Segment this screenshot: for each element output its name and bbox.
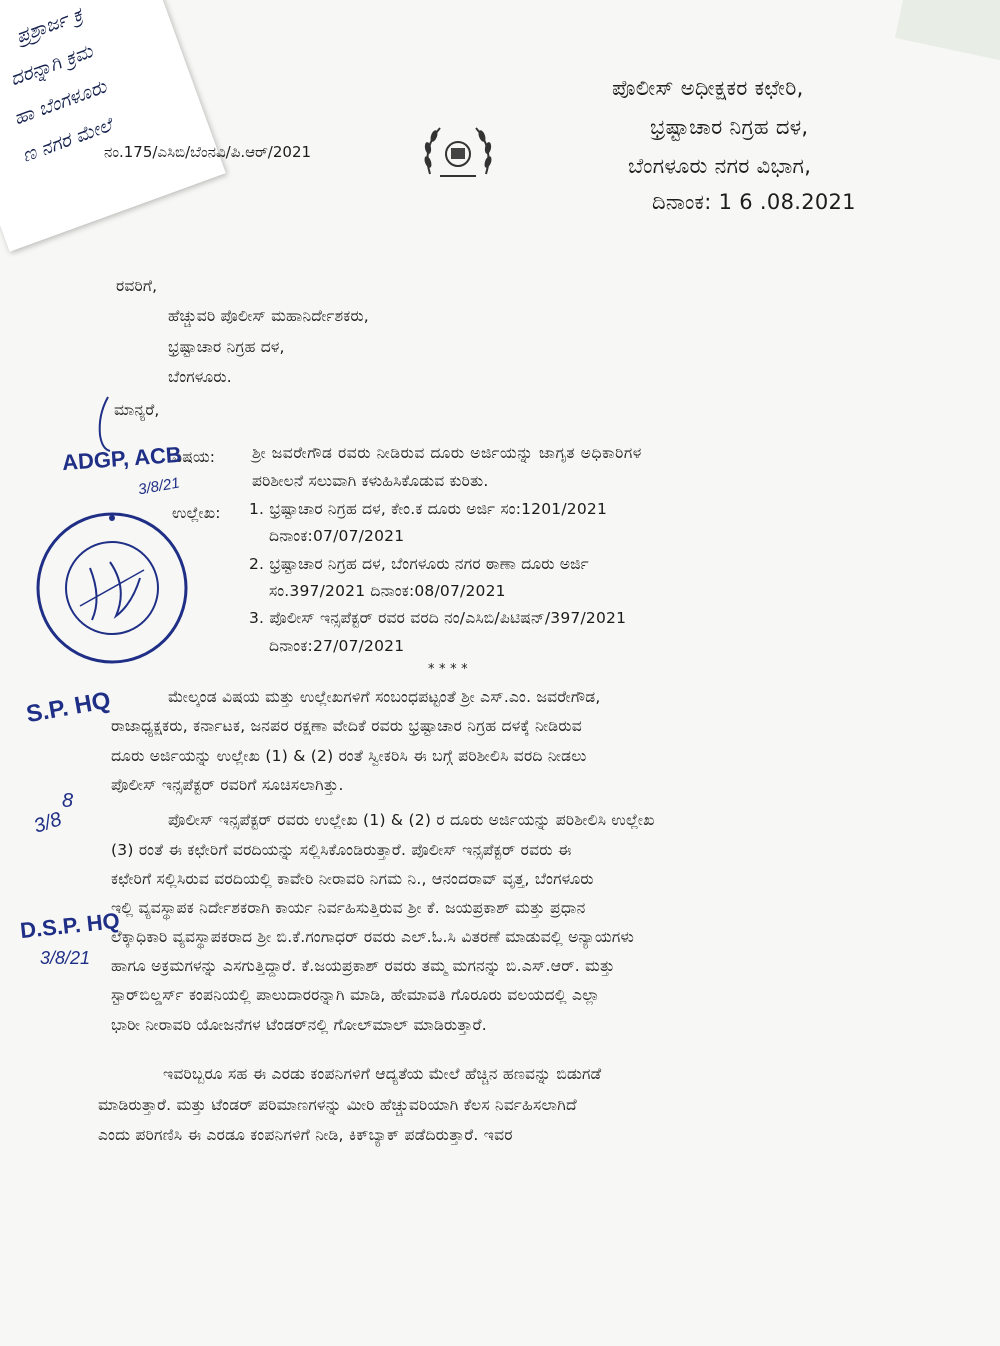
body-line: (3) ರಂತೆ ಈ ಕಛೇರಿಗೆ ವರದಿಯನ್ನು ಸಲ್ಲಿಸಿಕೊಂಡಿರುತ್ತಾರೆ. ಪೊಲೀಸ್ ಇನ್ಸಪೆಕ್ಟರ್ ರವರು ಈ: [111, 841, 572, 859]
body-line: ಲೆಕ್ಕಾಧಿಕಾರಿ ವ್ಯವಸ್ಥಾಪಕರಾದ ಶ್ರೀ ಬಿ.ಕೆ.ಗಂಗಾಧರ್ ರವರು ಎಲ್.ಓ.ಸಿ ವಿತರಣೆ ಮಾಡುವಲ್ಲಿ ಅನ್ಯಾಯಗಳು: [111, 928, 635, 946]
body-line: ದೂರು ಅರ್ಜಿಯನ್ನು ಉಲ್ಲೇಖ (1) & (2) ರಂತೆ ಸ್ವೀಕರಿಸಿ ಈ ಬಗ್ಗೆ ಪರಿಶೀಲಿಸಿ ವರದಿ ನೀಡಲು: [111, 747, 587, 765]
slip-line: ಹಾ ಬೆಂಗಳೂರು: [10, 75, 110, 130]
reference-label: ಉಲ್ಲೇಖ:: [172, 504, 221, 522]
addressee-line-1: ಹೆಚ್ಚುವರಿ ಪೊಲೀಸ್ ಮಹಾನಿರ್ದೇಶಕರು,: [168, 307, 369, 325]
reference-item-2-detail: ಸಂ.397/2021 ದಿನಾಂಕ:08/07/2021: [269, 582, 506, 600]
office-seal-stamp: [32, 508, 192, 668]
addressee-line-3: ಬೆಂಗಳೂರು.: [168, 368, 232, 386]
slip-line: ದರನ್ನಾಗಿ ಕ್ರಮ: [7, 40, 96, 91]
emblem-icon: [418, 118, 498, 184]
handwritten-dsp-note: 3/8/21: [40, 948, 91, 968]
to-label: ರವರಿಗೆ,: [116, 277, 158, 295]
body-line: ಸ್ಟಾರ್‌ಬಿಲ್ಡರ್ಸ್ ಕಂಪನಿಯಲ್ಲಿ ಪಾಲುದಾರರನ್ನಾಗಿ ಮಾಡಿ, ಹೇಮಾವತಿ ಗೊರೂರು ವಲಯದಲ್ಲಿ ಎಲ್ಲಾ: [111, 986, 600, 1004]
body-line: ರಾಜಾಧ್ಯಕ್ಷಕರು, ಕರ್ನಾಟಕ, ಜನಪರ ರಕ್ಷಣಾ ವೇದಿಕೆ ರವರು ಭ್ರಷ್ಟಾಚಾರ ನಿಗ್ರಹ ದಳಕ್ಕೆ ನೀಡಿರುವ: [111, 717, 582, 735]
office-line-3: ಬೆಂಗಳೂರು ನಗರ ವಿಭಾಗ,: [628, 154, 812, 178]
reference-item-1: 1. ಭ್ರಷ್ಟಾಚಾರ ನಿಗ್ರಹ ದಳ, ಕೇಂ.ಕ ದೂರು ಅರ್ಜಿ ಸಂ:1201/2021: [249, 500, 608, 518]
body-line: ಇವರಿಬ್ಬರೂ ಸಹ ಈ ಎರಡು ಕಂಪನಿಗಳಿಗೆ ಆದ್ಯತೆಯ ಮೇಲೆ ಹೆಚ್ಚಿನ ಹಣವನ್ನು ಬಿಡುಗಡೆ: [163, 1065, 602, 1083]
subject-label: ವಿಷಯ:: [172, 448, 216, 466]
body-line: ಪೊಲೀಸ್ ಇನ್ಸಪೆಕ್ಟರ್ ರವರಿಗೆ ಸೂಚಿಸಲಾಗಿತ್ತು.: [111, 776, 344, 794]
reference-item-2: 2. ಭ್ರಷ್ಟಾಚಾರ ನಿಗ್ರಹ ದಳ, ಬೆಂಗಳೂರು ನಗರ ಠಾಣಾ ದೂರು ಅರ್ಜಿ: [249, 555, 589, 573]
body-line: ಮೇಲ್ಕಂಡ ವಿಷಯ ಮತ್ತು ಉಲ್ಲೇಖಗಳಿಗೆ ಸಂಬಂಧಪಟ್ಟಂತೆ ಶ್ರೀ ಎಸ್.ಎಂ. ಜವರೇಗೌಡ,: [168, 688, 601, 706]
separator-stars: * * * *: [428, 662, 468, 677]
body-line: ಭಾರೀ ನೀರಾವರಿ ಯೋಜನೆಗಳ ಟೆಂಡರ್‌ನಲ್ಲಿ ಗೋಲ್‌ಮಾಲ್ ಮಾಡಿರುತ್ತಾರೆ.: [111, 1016, 487, 1034]
reference-item-3: 3. ಪೊಲೀಸ್ ಇನ್ಸಪೆಕ್ಟರ್ ರವರ ವರದಿ ನಂ/ಎಸಿಬಿ/ಪಿಟಿಷನ್/397/2021: [249, 609, 627, 627]
body-line: ಕಛೇರಿಗೆ ಸಲ್ಲಿಸಿರುವ ವರದಿಯಲ್ಲಿ ಕಾವೇರಿ ನೀರಾವರಿ ನಿಗಮ ನಿ., ಆನಂದರಾವ್ ವೃತ್ತ, ಬೆಂಗಳೂರು: [111, 870, 594, 888]
office-line-2: ಭ್ರಷ್ಟಾಚಾರ ನಿಗ್ರಹ ದಳ,: [650, 115, 809, 139]
page-corner-shadow: [895, 0, 1000, 61]
body-line: ಇಲ್ಲಿ ವ್ಯವಸ್ಥಾಪಕ ನಿರ್ದೇಶಕರಾಗಿ ಕಾರ್ಯ ನಿರ್ವಹಿಸುತ್ತಿರುವ ಶ್ರೀ ಕೆ. ಜಯಪ್ರಕಾಶ್ ಮತ್ತು ಪ್ರಧಾನ: [111, 899, 586, 917]
handwritten-adgp-acb: ADGP, ACB: [61, 441, 183, 476]
letter-date: ದಿನಾಂಕ: 1 6 .08.2021: [652, 190, 856, 214]
subject-line-1: ಶ್ರೀ ಜವರೇಗೌಡ ರವರು ನೀಡಿರುವ ದೂರು ಅರ್ಜಿಯನ್ನು ಜಾಗೃತ ಅಧಿಕಾರಿಗಳ: [252, 444, 642, 462]
handwritten-dsp-hq: D.S.P. HQ: [18, 907, 121, 944]
signature-mark-icon: [80, 395, 120, 455]
reference-item-3-date: ದಿನಾಂಕ:27/07/2021: [269, 637, 405, 655]
slip-line: ಣ ನಗರ ಮೇಲೆ: [19, 114, 115, 167]
handwritten-sp-note-top: 8: [62, 790, 74, 812]
greeting: ಮಾನ್ಯರೆ,: [114, 401, 160, 419]
reference-number: ನಂ.175/ಎಸಿಬಿ/ಬೆಂನವಿ/ಪಿ.ಆರ್/2021: [104, 143, 312, 161]
body-line: ಹಾಗೂ ಅಕ್ರಮಗಳನ್ನು ಎಸಗುತ್ತಿದ್ದಾರೆ. ಕೆ.ಜಯಪ್ರಕಾಶ್ ರವರು ತಮ್ಮ ಮಗನನ್ನು ಬಿ.ಎಸ್.ಆರ್. ಮತ್ತು: [111, 957, 615, 975]
body-line: ಎಂದು ಪರಿಗಣಿಸಿ ಈ ಎರಡೂ ಕಂಪನಿಗಳಿಗೆ ನೀಡಿ, ಕಿಕ್‌ಬ್ಯಾಕ್ ಪಡೆದಿರುತ್ತಾರೆ. ಇವರ: [98, 1126, 513, 1144]
handwritten-adgp-note: 3/8/21: [136, 474, 181, 499]
body-line: ಪೊಲೀಸ್ ಇನ್ಸಪೆಕ್ಟರ್ ರವರು ಉಲ್ಲೇಖ (1) & (2) ರ ದೂರು ಅರ್ಜಿಯನ್ನು ಪರಿಶೀಲಿಸಿ ಉಲ್ಲೇಖ: [168, 811, 655, 829]
slip-line: ಪ್ರಶ್ರಾರ್ಜ ಕ್ರ: [13, 3, 86, 48]
subject-line-2: ಪರಿಶೀಲನೆ ಸಲುವಾಗಿ ಕಳುಹಿಸಿಕೊಡುವ ಕುರಿತು.: [252, 472, 489, 490]
body-line: ಮಾಡಿರುತ್ತಾರೆ. ಮತ್ತು ಟೆಂಡರ್ ಪರಿಮಾಣಗಳನ್ನು ಮೀರಿ ಹೆಚ್ಚುವರಿಯಾಗಿ ಕೆಲಸ ನಿರ್ವಹಿಸಲಾಗಿದೆ: [98, 1096, 577, 1114]
office-line-1: ಪೊಲೀಸ್ ಅಧೀಕ್ಷಕರ ಕಛೇರಿ,: [612, 76, 804, 100]
addressee-line-2: ಭ್ರಷ್ಟಾಚಾರ ನಿಗ್ರಹ ದಳ,: [168, 338, 285, 356]
attached-note-slip: [0, 0, 226, 252]
reference-item-1-date: ದಿನಾಂಕ:07/07/2021: [269, 527, 405, 545]
handwritten-sp-note-bottom: 3/8: [31, 808, 65, 838]
handwritten-sp-hq: S.P. HQ: [24, 686, 113, 729]
